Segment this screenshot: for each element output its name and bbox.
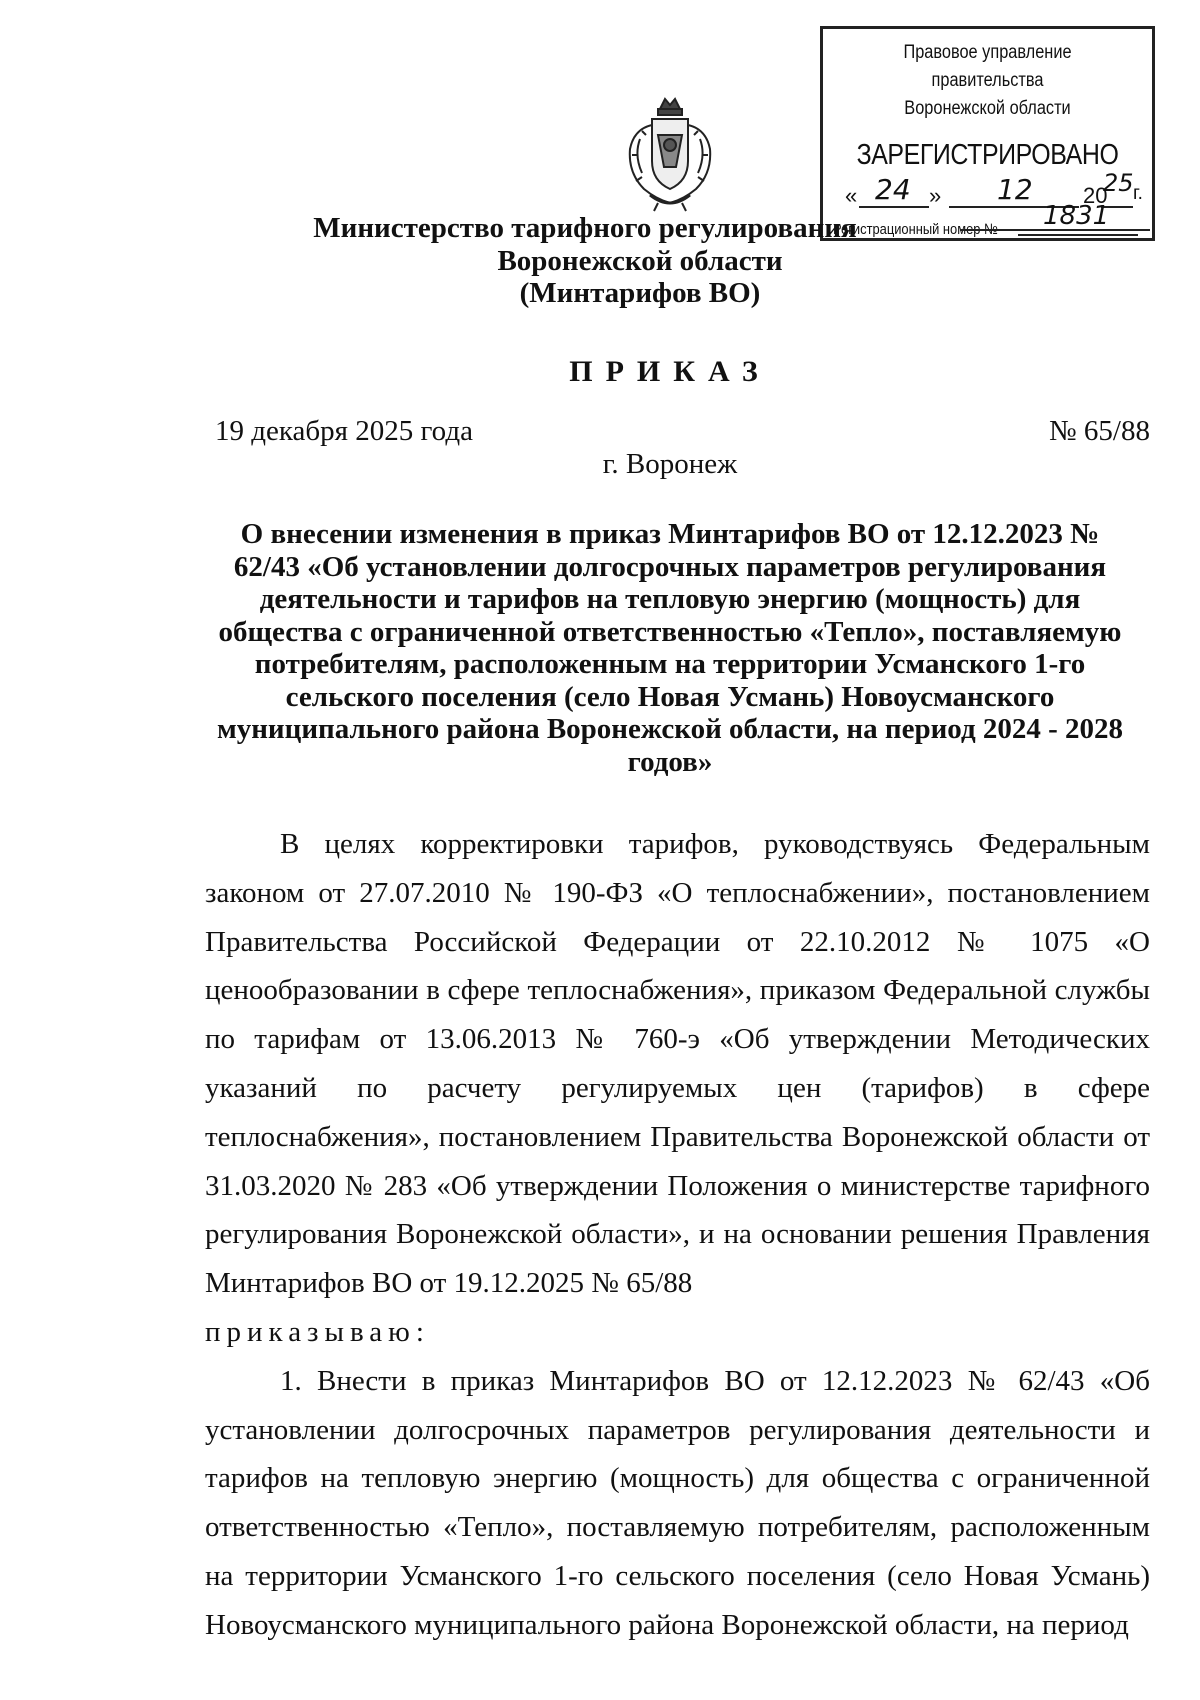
stamp-day-line: [859, 206, 929, 208]
ministry-short-name: (Минтарифов ВО): [519, 277, 761, 309]
stamp-year-end: г.: [1133, 183, 1143, 204]
document-body: [205, 820, 1150, 1650]
stamp-reg-number: 1831: [1043, 201, 1110, 231]
stamp-title: ЗАРЕГИСТРИРОВАНО: [856, 139, 1119, 171]
stamp-close-quote: »: [929, 183, 942, 208]
document-date: 19 декабря 2025 года: [215, 415, 473, 447]
stamp-day: 24: [875, 173, 911, 206]
stamp-year-suffix: 25: [1103, 169, 1134, 197]
stamp-reg-label: Регистрационный номер №: [833, 221, 998, 238]
registration-stamp: [820, 26, 1155, 241]
document-number: № 65/88: [1049, 415, 1150, 447]
ministry-name-line2: Воронежской области: [497, 245, 783, 277]
document-city: г. Воронеж: [602, 448, 738, 480]
coat-of-arms-icon: [620, 95, 720, 215]
document-type-title: ПРИКАЗ: [569, 355, 771, 388]
preamble-paragraph: В целях корректировки тарифов, руководствуясь Федеральным законом от 27.07.2010 № 190-ФЗ «О теплоснабжении», постановлением Правительства Российской Федерации от 22.10.2012 № 1075 «О ценообразовании в сфере теплоснабжения», приказом Федеральной службы по тарифам от 13.06.2013 № 760-э «Об утверждении Методических указаний по расчету регулируемых цен (тарифов) в сфере теплоснабжения», постановлением Правительства Воронежской области от 31.03.2020 № 283 «Об утверждении Положения о министерстве тарифного регулирования Воронежской области», и на основании решения Правления Минтарифов ВО от 19.12.2025 № 65/88: [205, 828, 1150, 1300]
stamp-org-line1: Правовое управление правительства: [903, 42, 1072, 91]
ministry-name-line1: Министерство тарифного регулирования: [313, 212, 857, 244]
stamp-open-quote: «: [845, 183, 858, 208]
stamp-month: 12: [997, 173, 1033, 206]
item-1-paragraph: 1. Внести в приказ Минтарифов ВО от 12.12.2023 № 62/43 «Об установлении долгосрочных параметров регулирования деятельности и тарифов на тепловую энергию (мощность) для общества с ограниченной ответственностью «Тепло», поставляемую потребителям, расположенным на территории Усманского 1-го сельского поселения (село Новая Усмань) Новоусманского муниципального района Воронежской области, на период: [205, 1364, 1150, 1641]
document-subject: О внесении изменения в приказ Минтарифов ВО от 12.12.2023 № 62/43 «Об установлении долгосрочных параметров регулирования деятельности и тарифов на тепловую энергию (мощность) для общества с ограниченной ответственностью «Тепло», поставляемую потребителям, расположенным на территории Усманского 1-го сельского поселения (село Новая Усмань) Новоусманского муниципального района Воронежской области, на период 2024 - 2028 годов»: [216, 518, 1124, 778]
order-word: приказываю:: [205, 1315, 430, 1348]
stamp-connector-line: [960, 229, 1150, 231]
stamp-year-prefix: 20: [1083, 183, 1108, 208]
stamp-org-line2: Воронежской области: [904, 98, 1071, 119]
